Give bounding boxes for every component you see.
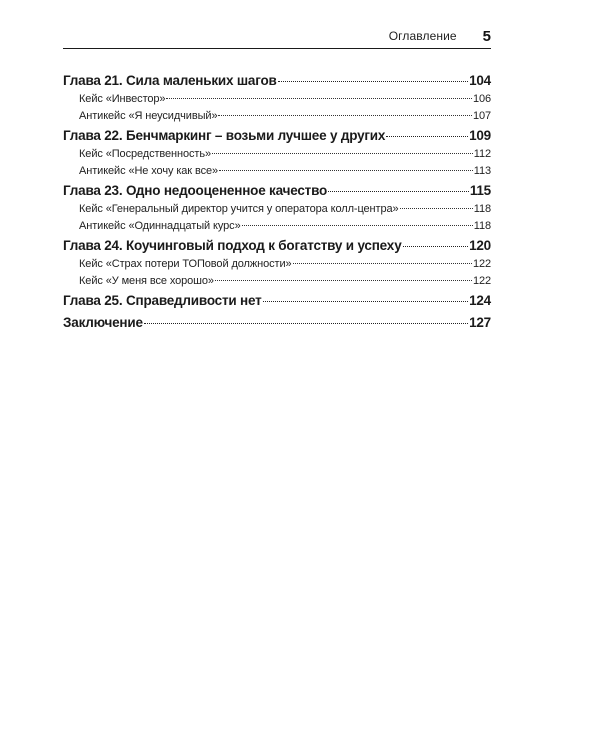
dot-leader — [215, 280, 472, 281]
dot-leader — [278, 81, 468, 82]
toc-entry-title: Глава 23. Одно недооцененное качество — [63, 183, 328, 198]
toc-entry-page: 124 — [469, 293, 491, 308]
toc-entry-title: Антикейс «Не хочу как все» — [79, 164, 219, 177]
toc-entry-title: Кейс «Инвестор» — [79, 93, 166, 105]
toc-entry-title: Кейс «У меня все хорошо» — [79, 274, 214, 287]
toc-case-entry[interactable] — [63, 273, 491, 290]
dot-leader — [218, 115, 471, 116]
toc-entry-title: Глава 25. Справедливости нет — [63, 293, 262, 308]
toc-entry-page: 127 — [469, 315, 491, 330]
toc-entry-page: 118 — [473, 203, 491, 215]
dot-leader — [144, 323, 468, 324]
page-number: 5 — [482, 27, 491, 45]
running-header — [63, 24, 491, 49]
toc-entry-page: 122 — [472, 258, 491, 270]
toc-entry-title: Кейс «Посредственность» — [79, 148, 212, 160]
toc-entry-title: Глава 21. Сила маленьких шагов — [63, 73, 277, 88]
toc-entry-title: Антикейс «Я неусидчивый» — [79, 109, 218, 122]
toc-entry-title: Антикейс «Одиннадцатый курс» — [79, 219, 241, 232]
toc-case-entry[interactable] — [63, 218, 491, 235]
dot-leader — [386, 136, 468, 137]
toc-entry-page: 112 — [473, 148, 491, 160]
toc-chapter-entry[interactable] — [63, 70, 491, 91]
toc-entry-page: 104 — [469, 73, 491, 88]
dot-leader — [242, 225, 473, 226]
toc-entry-page: 107 — [472, 109, 491, 122]
toc-entry-page: 122 — [472, 274, 491, 287]
toc-chapter-entry[interactable] — [63, 125, 491, 146]
toc-entry-page: 120 — [469, 238, 491, 253]
toc-chapter-entry[interactable] — [63, 312, 491, 333]
toc-chapter-entry[interactable] — [63, 290, 491, 311]
toc-entry-page: 113 — [473, 164, 491, 177]
dot-leader — [293, 263, 472, 264]
toc-entry-title: Глава 22. Бенчмаркинг – возьми лучшее у других — [63, 128, 386, 143]
toc-case-entry[interactable] — [63, 108, 491, 125]
toc-case-entry[interactable] — [63, 91, 491, 108]
toc-chapter-entry[interactable] — [63, 235, 491, 256]
toc-entry-title: Кейс «Генеральный директор учится у оператора колл-центра» — [79, 203, 399, 215]
dot-leader — [166, 98, 472, 99]
toc-entry-page: 118 — [473, 219, 491, 232]
toc-entry-title: Кейс «Страх потери ТОПовой должности» — [79, 258, 292, 270]
toc-case-entry[interactable] — [63, 146, 491, 163]
dot-leader — [212, 153, 473, 154]
toc-case-entry[interactable] — [63, 163, 491, 180]
toc-entry-page: 115 — [469, 183, 491, 198]
dot-leader — [328, 191, 469, 192]
toc-entry-title: Заключение — [63, 315, 143, 330]
toc-entry-page: 109 — [469, 128, 491, 143]
running-title: Оглавление — [388, 29, 457, 43]
dot-leader — [400, 208, 473, 209]
toc-case-entry[interactable] — [63, 201, 491, 218]
toc-entry-title: Глава 24. Коучинговый подход к богатству и успеху — [63, 238, 402, 253]
toc-case-entry[interactable] — [63, 256, 491, 273]
dot-leader — [403, 246, 468, 247]
dot-leader — [263, 301, 469, 302]
toc-entry-page: 106 — [472, 93, 491, 105]
toc-chapter-entry[interactable] — [63, 180, 491, 201]
table-of-contents — [63, 70, 491, 333]
dot-leader — [219, 170, 473, 171]
